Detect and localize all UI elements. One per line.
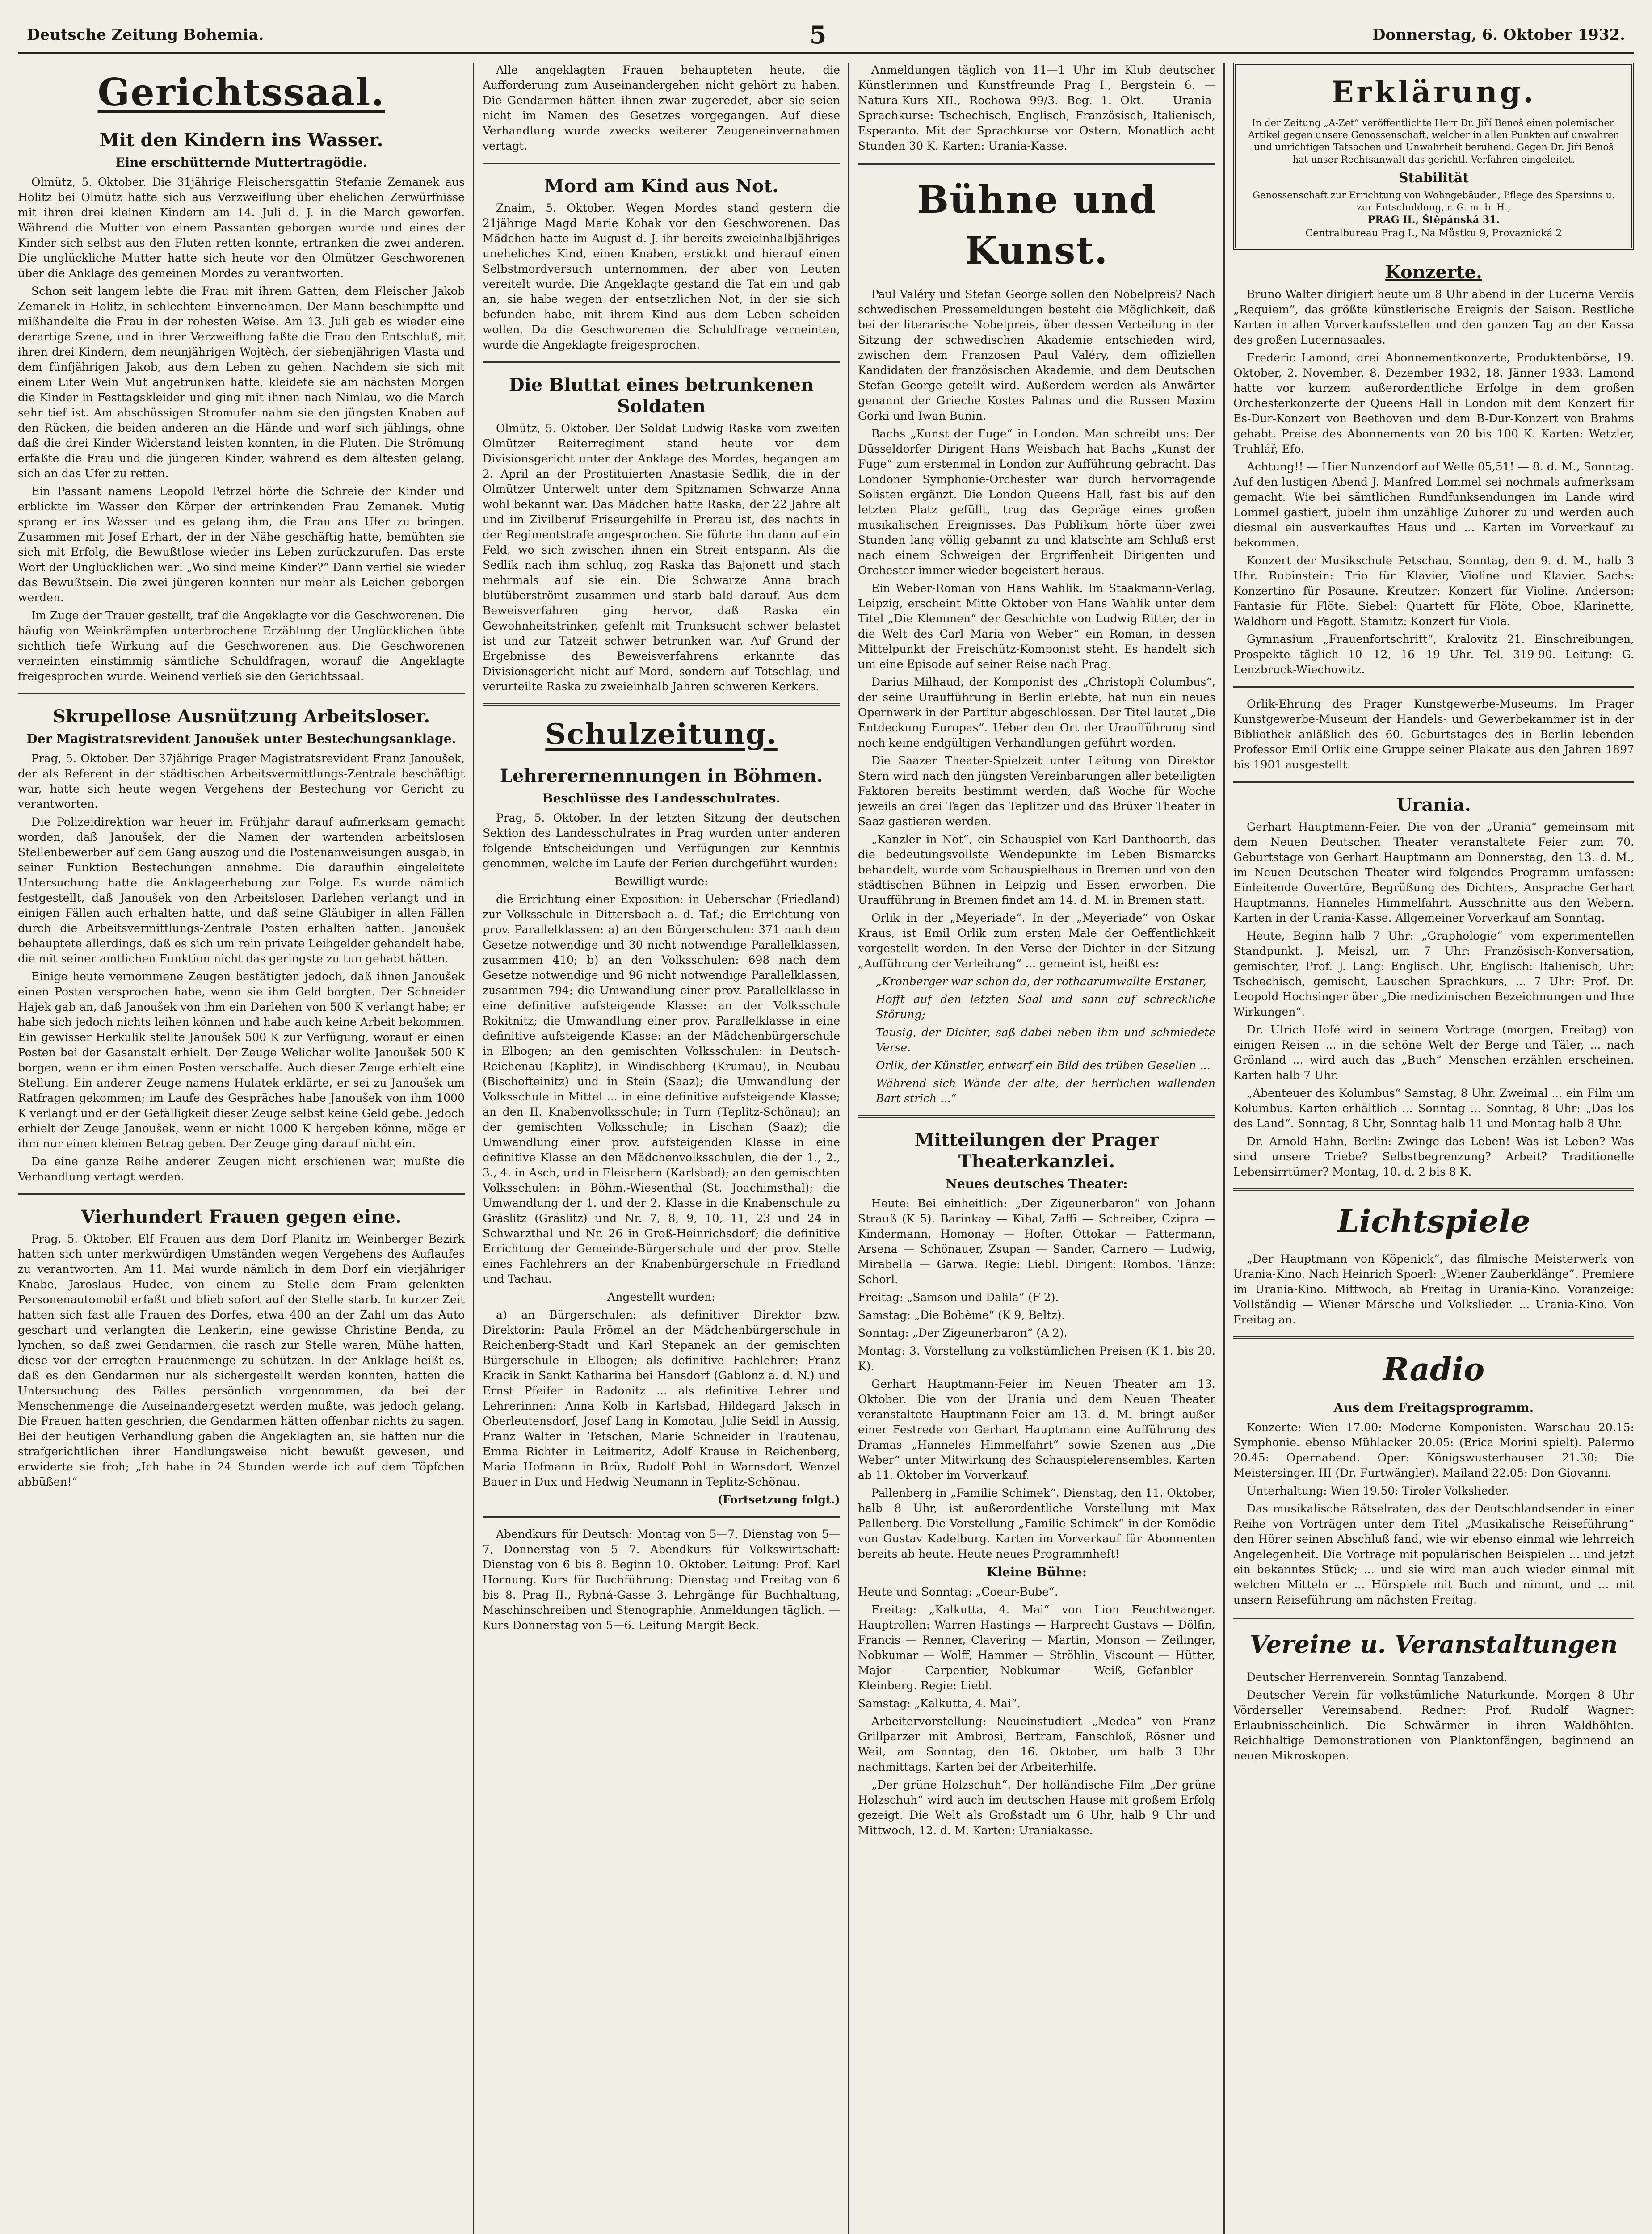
article-divider: [1233, 686, 1634, 688]
article-subtitle: Aus dem Freitagsprogramm.: [1333, 1400, 1534, 1415]
paragraph: a) an Bürgerschulen: als definitiver Direktor bzw. Direktorin: Paula Frömel an der Mädchenbürgerschule in Reichenberg-Stadt und Karl Stepanek an der gemischten Bürgerschule in Elbogen; als definitive Fachlehrer: Franz Kracik in Sankt Katharina bei Hansdorf (Gablonz a. d. N.) und Ernst Pfeifer in Radonitz ... als definitive Lehrer und Lehrerinnen: Anna Kolb in Karlsbad, Hildegard Jaksch in Oberleutensdorf, Josef Lang in Komotau, Julie Seidl in Aussig, Franz Walter in Tetschen, Marie Schneider in Trautenau, Emma Richter in Leitmeritz, Adolf Krause in Reichenberg, Maria Hofmann in Brüx, Rudolf Pohl in Warnsdorf, Wenzel Bauer in Dux und Hedwig Neumann in Teplitz-Schönau.: [483, 1308, 840, 1489]
paragraph: Bachs „Kunst der Fuge“ in London. Man schreibt uns: Der Düsseldorfer Dirigent Hans Weisbach hat Bachs „Kunst der Fuge“ zum erstenmal in London zur Aufführung gebracht. Das Londoner Symphonie-Orchester war durch hervorragende Solisten ergänzt. Die London Queens Hall, fast bis auf den letzten Platz gefüllt, trug das Gepräge eines großen musikalischen Ereignisses. Das Publikum hörte über zwei Stunden lang völlig gebannt zu und klatschte am Schluß erst nach einem Schweigen der Ergriffenheit Dirigenten und Orchester immer wieder begeistert heraus.: [858, 427, 1215, 577]
section-divider: [1233, 1336, 1634, 1339]
paragraph: Freitag: „Kalkutta, 4. Mai“ von Lion Feuchtwanger. Hauptrollen: Warren Hastings — Harprecht Gustavs — Dölfin, Francis — Renner, Clavering — Martin, Monson — Zeilinger, Nobkumar — Wolff, Hammer — Ströhlin, Viscount — Hütter, Major — Carpentier, Nobkumar — Weiß, Gefanbler — Kleinberg. Regie: Liebl.: [858, 1603, 1215, 1692]
newspaper-page: [18, 18, 1634, 2234]
section-title: Bühne und Kunst.: [917, 177, 1156, 273]
paragraph: Heute: Bei einheitlich: „Der Zigeunerbaron“ von Johann Strauß (K 5). Barinkay — Kibal, Zaffi — Schreiber, Czipra — Kindermann, Homonay — Hofter. Ottokar — Pattermann, Arsena — Schönauer, Zsupan — Sander, Carnero — Ludwig, Mirabella — Garwa. Regie: Liebl. Dirigent: Rombos. Tänze: Schorl.: [858, 1197, 1215, 1286]
article-divider: [483, 1516, 840, 1518]
column-4: [1233, 63, 1634, 2234]
paragraph: Prag, 5. Oktober. Der 37jährige Prager Magistratsrevident Franz Janoušek, der als Referent in der städtischen Arbeitsvermittlungs-Zentrale beschäftigt war, hatte sich heute wegen Vergehens der Bestechung vor Gericht zu verantworten.: [18, 752, 465, 811]
section-banner: Radio: [1383, 1351, 1485, 1388]
section-divider: [1233, 1188, 1634, 1191]
article-divider: [483, 163, 840, 164]
paragraph: „Der Hauptmann von Köpenick“, das filmische Meisterwerk von Urania-Kino. Nach Heinrich Spoerl: „Wiener Zauberklänge“. Premiere im Urania-Kino. Mittwoch, ab Freitag in Urania-Kino. Voranzeige: Vollständig — Wiener Märsche und Volkslieder. ... Urania-Kino. Von Freitag an.: [1233, 1252, 1634, 1327]
article-title: Mord am Kind aus Not.: [544, 176, 779, 197]
paragraph: Unterhaltung: Wien 19.50: Tiroler Volkslieder.: [1247, 1484, 1509, 1497]
column-1: [18, 63, 465, 2234]
article-subtitle: Kleine Bühne:: [986, 1565, 1087, 1580]
article-subtitle: Der Magistratsrevident Janoušek unter Bestechungsanklage.: [26, 731, 456, 747]
poem-line: Während sich Wände der alte, der herrlichen wallenden Bart strich ...“: [876, 1077, 1215, 1105]
column-divider: [473, 63, 474, 2234]
paragraph: Sonntag: „Der Zigeunerbaron“ (A 2).: [858, 1327, 1068, 1340]
article-divider: [483, 361, 840, 363]
column-2: [483, 63, 840, 2234]
paragraph: Montag: 3. Vorstellung zu volkstümlichen Preisen (K 1. bis 20. K).: [858, 1344, 1215, 1373]
poem-line: Orlik, der Künstler, entwarf ein Bild des trüben Gesellen ...: [876, 1059, 1211, 1072]
paragraph: Schon seit langem lebte die Frau mit ihrem Gatten, dem Fleischer Jakob Zemanek in Holitz, in schlechtem Einvernehmen. Der Mann beschimpfte und mißhandelte die Frau in der rohesten Weise. Am 13. Juli gab es wieder eine derartige Szene, und in ihrer Verzweiflung faßte die Frau den Entschluß, mit ihren drei Kindern, dem neunjährigen Wojtěch, der siebenjährigen Vlasta und dem fünfjährigen Jakob, aus dem Leben zu gehen. Nachdem sie sich mit einem Liter Wein Mut angetrunken hatte, kleidete sie am nächsten Morgen die Kinder in Festtagskleider und ging mit ihnen nach Nimlau, wo die March sehr tief ist. Am abschüssigen Stromufer nahm sie den jüngsten Knaben auf den Rücken, die beiden anderen an die Hände und warf sich jählings, ohne daß die drei Kinder Widerstand leisten konnten, in die Fluten. Die Strömung erfaßte die Frau und die jüngeren Kinder, während es dem ältesten gelang, sich an das Ufer zu retten.: [18, 285, 465, 480]
ad-address: Centralbureau Prag I., Na Můstku 9, Provaznická 2: [1305, 228, 1562, 239]
article-divider: [18, 693, 465, 694]
poem-line: Tausig, der Dichter, saß dabei neben ihm und schmiedete Verse.: [876, 1026, 1215, 1054]
ad-body: In der Zeitung „A-Zet“ veröffentlichte Herr Dr. Jiří Benoš einen polemischen Artikel gegen unsere Genossenschaft, welcher in allen Punkten auf unwahren und unrichtigen Tatsachen und Unwahrheit beruhend. Gegen Dr. Jiří Benoš hat unser Rechtsanwalt das gerichtl. Verfahren eingeleitet.: [1248, 117, 1619, 165]
ad-firm-desc: Genossenschaft zur Errichtung von Wohngebäuden, Pflege des Sparsinns u. zur Entschuldung, r. G. m. b. H.,: [1253, 189, 1615, 213]
ad-address: PRAG II., Štěpánská 31.: [1367, 214, 1500, 226]
article-divider: [18, 1193, 465, 1195]
paragraph: Samstag: „Die Bohème“ (K 9, Beltz).: [858, 1309, 1065, 1322]
paragraph: Pallenberg in „Familie Schimek“. Dienstag, den 11. Oktober, halb 8 Uhr, ist außerordentliche Vorstellung mit Max Pallenberg. Die Vorstellung „Familie Schimek“ in der Komödie von Gustav Kadelburg. Karten im Vorverkauf für Abonnenten bereits ab heute. Heute neues Programmheft!: [858, 1487, 1215, 1561]
article-subtitle: Neues deutsches Theater:: [946, 1176, 1128, 1192]
column-divider: [848, 63, 849, 2234]
article-title: Konzerte.: [1385, 262, 1482, 283]
page-header: [18, 18, 1634, 54]
paragraph: „Der grüne Holzschuh“. Der holländische Film „Der grüne Holzschuh“ wird auch im deutschen Hause mit großem Erfolg gezeigt. Die Welt als Großstadt um 6 Uhr, halb 9 Uhr und Mittwoch, 12. d. M. Karten: Uraniakasse.: [858, 1778, 1215, 1837]
paragraph: Deutscher Herrenverein. Sonntag Tanzabend.: [1247, 1670, 1508, 1684]
section-divider: [858, 163, 1215, 165]
masthead-left: Deutsche Zeitung Bohemia.: [27, 26, 264, 44]
section-divider: [1233, 1617, 1634, 1619]
paragraph: Bruno Walter dirigiert heute um 8 Uhr abend in der Lucerna Verdis „Requiem“, das größte künstlerische Ereignis der Saison. Restliche Karten in allen Vorverkaufsstellen und den ganzen Tag an der Kassa des großen Lucernasaales.: [1233, 288, 1634, 347]
paragraph: Olmütz, 5. Oktober. Der Soldat Ludwig Raska vom zweiten Olmützer Reiterregiment stand heute vor dem Divisionsgericht unter der Anklage des Mordes, begangen am 2. April an der Prostituierten Anastasie Sedlik, die in der Olmützer Unterwelt unter dem Spitznamen Schwarze Anna wohl bekannt war. Das Mädchen hatte Raska, der 22 Jahre alt und im Zivilberuf Friseurgehilfe in Prerau ist, des nachts in der Regimentstrafe angesprochen. Sie führte ihn dann auf ein Feld, wo sich zwischen ihnen ein Streit entspann. Als die Sedlik nach ihm schlug, zog Raska das Bajonett und stach mehrmals auf sie ein. Die Schwarze Anna brach blutüberströmt zusammen und starb bald darauf. Aus dem Beweisverfahren ging hervor, daß Raska ein Gewohnheitstrinker, gefehlt mit Trunksucht schwer belastet ist und zur Tatzeit schwer betrunken war. Auf Grund der Ergebnisse des Beweisverfahrens erkannte das Divisionsgericht nicht auf Mord, sondern auf Totschlag, und verurteilte Raska zu zweieinhalb Jahren schweren Kerkers.: [483, 422, 840, 693]
paragraph: Deutscher Verein für volkstümliche Naturkunde. Morgen 8 Uhr Vörderseller Vereinsabend. Redner: Prof. Rudolf Wagner: Erlaubnisscheinlich. Die Schwärmer in ihren Waldhöhlen. Reichhaltige Demonstrationen von Planktonfängen, beginnend an neuen Mikroskopen.: [1233, 1688, 1634, 1762]
paragraph: Alle angeklagten Frauen behaupteten heute, die Aufforderung zum Auseinandergehen nicht gehört zu haben. Die Gendarmen hätten ihnen zwar zugeredet, aber sie seien nicht im Namen des Gesetzes vorgegangen. Auf diese Verhandlung wurde zwecks weiterer Zeugeneinvernahmen vertagt.: [483, 63, 840, 152]
paragraph: Das musikalische Rätselraten, das der Deutschlandsender in einer Reihe von Vorträgen unter dem Titel „Musikalische Reiseführung“ den Hörer seinen Abschluß fand, wie wir ebenso einmal wie lehrreich Angelegenheit. Die Vorträge mit populärischen Beispielen ... und jetzt ein bekanntes Stück; ... und sie wird man auch wieder einmal mit welchen Mitteln er ... Hörspiele mit Buch und nimmt, und ... mit unsern Reiseführung am nächsten Freitag.: [1233, 1502, 1634, 1606]
paragraph: „Kanzler in Not“, ein Schauspiel von Karl Danthoorth, das die bedeutungsvollste Wendepunkte im Leben Bismarcks behandelt, wurde vom Schauspielhaus in Bremen und von den städtischen Bühnen in Leipzig und Essen erworben. Die Uraufführung in Bremen findet am 14. d. M. in Bremen statt.: [858, 833, 1215, 907]
paragraph: Paul Valéry und Stefan George sollen den Nobelpreis? Nach schwedischen Pressemeldungen besteht die Möglichkeit, daß bei der literarische Nobelpreis, über dessen Verteilung in der Sitzung der schwedischen Akademie entschieden wird, zwischen dem Franzosen Paul Valéry, dem offiziellen Kandidaten der französischen Akademie, und dem Deutschen Stefan George geteilt wird. Außerdem werden als Anwärter genannt der Grieche Kostes Palmas und die Russen Maxim Gorki und Iwan Bunin.: [858, 288, 1215, 423]
article-title: Lehrerernennungen in Böhmen.: [500, 765, 823, 787]
paragraph: Darius Milhaud, der Komponist des „Christoph Columbus“, der seine Uraufführung in Berlin erlebte, hat nun ein neues Opernwerk in der Partitur abgeschlossen. Der Titel lautet „Die Entdeckung Europas“. Ueber den Ort der Uraufführung sind noch keine endgültigen Verhandlungen geführt worden.: [858, 676, 1215, 750]
article-title: Vierhundert Frauen gegen eine.: [81, 1206, 402, 1228]
ad-title: Erklärung.: [1331, 75, 1536, 109]
paragraph: Prag, 5. Oktober. In der letzten Sitzung der deutschen Sektion des Landesschulrates in Prag wurden unter anderen folgende Entscheidungen und Verfügungen zur Kenntnis genommen, welche im Laufe der Ferien durchgeführt wurden:: [483, 811, 840, 870]
paragraph: Olmütz, 5. Oktober. Die 31jährige Fleischersgattin Stefanie Zemanek aus Holitz bei Olmütz hatte sich aus Verzweiflung über ehelichen Zerwürfnisse mit ihren drei kleinen Kindern am 14. Juli d. J. in die March geworfen. Während die Mutter von einem Passanten geborgen wurde und eines der Kinder sich selbst aus den Fluten retten konnte, ertranken die zwei anderen. Die unglückliche Mutter hatte sich heute vor den Olmützer Geschworenen über die Anklage des gemeinen Mordes zu verantworten.: [18, 176, 465, 280]
paragraph: Freitag: „Samson und Dalila“ (F 2).: [858, 1291, 1059, 1304]
paragraph: Abendkurs für Deutsch: Montag von 5—7, Dienstag von 5—7, Donnerstag von 5—7. Abendkurs für Volkswirtschaft: Dienstag von 6 bis 8. Beginn 10. Oktober. Leitung: Prof. Karl Hornung. Kurs für Buchführung: Dienstag und Freitag von 6 bis 8. Prag II., Rybná-Gasse 3. Lehrgänge für Buchhaltung, Maschinschreiben und Stenographie. Anmeldungen täglich. — Kurs Donnerstag von 5—6. Leitung Margit Beck.: [483, 1528, 840, 1632]
paragraph: Arbeitervorstellung: Neueinstudiert „Medea“ von Franz Grillparzer mit Ambrosi, Bertram, Fanschloß, Rösner und Weil, am Sonntag, den 16. Oktober, um halb 3 Uhr nachmittags. Karten bei der Arbeiterhilfe.: [858, 1715, 1215, 1774]
column-3: [858, 63, 1215, 2234]
article-title: Mitteilungen der Prager Theaterkanzlei.: [914, 1130, 1159, 1172]
section-title: Gerichtssaal.: [97, 70, 385, 114]
page-number: 5: [809, 21, 827, 49]
paragraph: Heute, Beginn halb 7 Uhr: „Graphologie“ vom experimentellen Standpunkt. J. Meiszl, um 7 Uhr: Französisch-Konversation, gemischter, Prof. J. Lang: Englisch. Uhr, Englisch: Italienisch, Uhr: Tschechisch, gemischt, Lauschen Sprachkurs, ... 7 Uhr: Prof. Dr. Leopold Hochsinger über „Die medizinischen Bezeichnungen und Ihre Wirkungen“.: [1233, 929, 1634, 1019]
paragraph: Die Saazer Theater-Spielzeit unter Leitung von Direktor Stern wird nach den jüngsten Vereinbarungen aller beteiligten Faktoren bereits bestimmt werden, daß Woche für Woche jeweils an drei Tagen das Teplitzer und das Brüxer Theater in Saaz gastieren werden.: [858, 754, 1215, 828]
article-title: Die Bluttat eines betrunkenen Soldaten: [509, 374, 814, 417]
poem-line: „Kronberger war schon da, der rothaarumwallte Erstaner,: [876, 975, 1206, 988]
paragraph: Orlik-Ehrung des Prager Kunstgewerbe-Museums. Im Prager Kunstgewerbe-Museum der Handels- und Gewerbekammer ist in der Bibliothek anläßlich des 60. Geburtstages des in Berlin lebenden Professor Emil Orlik eine Gruppe seiner Plakate aus den Jahren 1897 bis 1901 ausgestellt.: [1233, 697, 1634, 772]
continuation-note: (Fortsetzung folgt.): [717, 1493, 840, 1507]
paragraph: Gymnasium „Frauenfortschritt“, Kralovitz 21. Einschreibungen, Prospekte täglich 10—12, 16—19 Uhr. Tel. 319-90. Leitung: G. Lenzbruck-Wiechowitz.: [1233, 633, 1634, 676]
article-title: Mit den Kindern ins Wasser.: [99, 130, 383, 151]
advertisement-box: [1233, 63, 1634, 250]
paragraph: Die Polizeidirektion war heuer im Frühjahr darauf aufmerksam gemacht worden, daß Janoušek, der die Namen der wartenden arbeitslosen Stellenbewerber auf dem Gang auszog und die Postenanweisungen ausgab, in seiner Funktion Bestechungen annehme. Die daraufhin eingeleitete Untersuchung hatte die Anklageerhebung zur Folge. Es wurde nämlich festgestellt, daß Janoušek von den Arbeitslosen Darlehen verlangt und in einigen Fällen auch erhalten hatte, und daß seine Gläubiger in allen Fällen durch die Arbeitsvermittlungs-Zentrale Posten erhalten hatten. Janoušek behauptete allerdings, daß es sich um rein private Leihgelder gehandelt habe, die mit seiner amtlichen Funktion nicht das geringste zu tun gehabt hätten.: [18, 815, 465, 966]
paragraph: Heute und Sonntag: „Coeur-Bube“.: [858, 1585, 1058, 1599]
paragraph: Dr. Arnold Hahn, Berlin: Zwinge das Leben! Was ist Leben? Was sind unsere Triebe? Selbstbegrenzung? Arbeit? Traditionelle Lebensirrtümer? Montag, 10. d. 2 bis 8 K.: [1233, 1135, 1634, 1179]
article-title: Skrupellose Ausnützung Arbeitsloser.: [52, 706, 430, 727]
paragraph: Da eine ganze Reihe anderer Zeugen nicht erschienen war, mußte die Verhandlung vertagt werden.: [18, 1155, 465, 1184]
paragraph: Im Zuge der Trauer gestellt, traf die Angeklagte vor die Geschworenen. Die häufig von Weinkrämpfen unterbrochene Erzählung der Unglücklichen übte sichtlich tiefe Wirkung auf die Geschworenen aus. Die Geschworenen verneinten einstimmig sämtliche Schuldfragen, worauf die Angeklagte freigesprochen wurde. Weinend verließ sie den Gerichtssaal.: [18, 609, 465, 683]
paragraph: Konzert der Musikschule Petschau, Sonntag, den 9. d. M., halb 3 Uhr. Rubinstein: Trio für Klavier, Violine und Klavier. Sachs: Konzertino für Posaune. Kreutzer: Konzert für Violine. Anderson: Fantasie für Flöte. Siebel: Quartett für Flöte, Oboe, Klarinette, Waldhorn und Fagott. Stamitz: Konzert für Viola.: [1233, 554, 1634, 628]
paragraph: Konzerte: Wien 17.00: Moderne Komponisten. Warschau 20.15: Symphonie. ebenso Mühlacker 20.05: (Erica Morini spielt). Palermo 20.45: Opernabend. Oper: Königswusterhausen 21.30: Die Meistersinger. III (Dr. Furtwängler). Mailand 22.05: Don Giovanni.: [1233, 1420, 1634, 1479]
paragraph: Ein Passant namens Leopold Petrzel hörte die Schreie der Kinder und erblickte im Wasser den Körper der ertrinkenden Frau Zemanek. Mutig sprang er ins Wasser und es gelang ihm, die Frau ans Ufer zu bringen. Zusammen mit Josef Erhart, der in der Nähe geschäftig hatte, bemühten sie sich mit Erfolg, die Bewußtlose wieder ins Leben zurückzurufen. Das erste Wort der Unglücklichen war: „Wo sind meine Kinder?“ Dann verfiel sie wieder das Bewußtsein. Die zwei jüngeren konnten nur mehr als Leichen geborgen werden.: [18, 485, 465, 605]
article-subtitle: Eine erschütternde Muttertragödie.: [115, 155, 367, 170]
paragraph: Orlik in der „Meyeriade“. In der „Meyeriade“ von Oskar Kraus, ist Emil Orlik zum ersten Male der Oeffentlichkeit vorgestellt worden. In den Verse der Dichter in der Sitzung „Aufführung der Verleihung“ ... gemeint ist, heißt es:: [858, 911, 1215, 970]
paragraph: Prag, 5. Oktober. Elf Frauen aus dem Dorf Planitz im Weinberger Bezirk hatten sich unter merkwürdigen Umständen wegen Vergehens des Auflaufes zu verantworten. Am 11. Mai wurde nämlich in dem Dorf ein vierjähriger Knabe, Jaroslaus Hudec, von einem zu Stelle dem Fram gelenkten Personenautomobil erfaßt und blieb sofort auf der Stelle starb. In kurzer Zeit hatten sich fast alle Frauen des Dorfes, etwa 400 an der Zahl um das Auto geschart und verlangten die Lenkerin, eine gewisse Christine Benda, zu lynchen, so daß zwei Gendarmen, die rasch zur Stelle waren, Mühe hatten, diese vor der erregten Frauenmenge zu schützen. In der Anklage heißt es, daß es den Gendarmen nur als sichergestellt werden konnten, hatten die Untersuchung des Falles persönlich vorgenommen, da bei der Menschenmenge die Auseinandergesetzt werden mußte, was jedoch gelang. Die Frauen hatten geschrien, die Gendarmen hätten offenbar nichts zu sagen. Bei der heutigen Verhandlung gaben die Angeklagten an, sie hätten nur die strafgerichtlichen ihrer Handlungsweise nicht bewußt gewesen, und erwiderte sie froh; „Ich habe in 24 Stunden werde ich auf dem Töpfchen abbüßen!“: [18, 1232, 465, 1489]
section-banner: Vereine u. Veranstaltungen: [1249, 1629, 1618, 1659]
poem-line: Hofft auf den letzten Saal und sann auf schreckliche Störung;: [876, 993, 1215, 1021]
ad-firm: Stabilität: [1398, 170, 1469, 186]
paragraph: Znaim, 5. Oktober. Wegen Mordes stand gestern die 21jährige Magd Marie Kohak vor den Geschworenen. Das Mädchen hatte im August d. J. ihr bereits zweieinhalbjähriges uneheliches Kind, einen Knaben, erstickt und hierauf einen Selbstmordversuch unternommen, der aber von Leuten vereitelt wurde. Die Angeklagte gestand die Tat ein und gab an, sie habe wegen der entsetzlichen Not, in der sie sich befunden habe, mit ihrem Kind aus dem Leben scheiden wollen. Da die Geschworenen die Schuldfrage verneinten, wurde die Angeklagte freigesprochen.: [483, 202, 840, 351]
paragraph: Anmeldungen täglich von 11—1 Uhr im Klub deutscher Künstlerinnen und Kunstfreunde Prag I., Bergstein 6. — Natura-Kurs XII., Rochowa 99/3. Beg. 1. Okt. — Urania-Sprachkurse: Tschechisch, Englisch, Französisch, Italienisch, Esperanto. Mit der Sprachkurse vor Ostern. Monatlich acht Stunden 30 K. Karten: Urania-Kasse.: [858, 63, 1215, 152]
article-divider: [1233, 781, 1634, 783]
subheading: Bewilligt wurde:: [614, 875, 708, 888]
section-banner: Lichtspiele: [1337, 1203, 1530, 1240]
paragraph: die Errichtung einer Exposition: in Ueberschar (Friedland) zur Volksschule in Dittersbach a. d. Taf.; die Errichtung von prov. Parallelklassen: a) an den Bürgerschulen: 371 nach dem Gesetze notwendige und 30 nicht notwendige Parallelklassen, zusammen 410; b) an den Volksschulen: 698 nach dem Gesetze notwendige und 96 nicht notwendige Parallelklassen, zusammen 794; die Umwandlung einer prov. Parallelklasse in eine definitive aufsteigende Klasse: an der Volksschule Rokitnitz; die Umwandlung einer prov. Parallelklasse in eine definitive aufsteigende Klasse: an der Mädchenbürgerschule in Elbogen; an den gemischten Volksschulen: in Deutsch-Reichenau (Kaplitz), in Windischberg (Krumau), in Neubau (Bischofteinitz) und in Stein (Saaz); die Umwandlung der Volksschule in Mittel ... in eine definitive aufsteigende Klasse; an den II. Knabenvolksschule; in Turn (Teplitz-Schönau); an der gemischten Volksschule; in Lischan (Saaz); die Umwandlung einer prov. aufsteigenden Klasse in eine definitive Klasse an den Mädchenvolksschulen, die der 1., 2., 3., 4. in Asch, und in Fleischern (Karlsbad); an den gemischten Volksschulen: in Böhm.-Wiesenthal (St. Joachimsthal); die Umwandlung der 1. und der 2. Klasse in die Knabenschule zu Gräslitz (Gräslitz) und Nr. 7, 8, 9, 10, 11, 23 und 24 in Schwarzthal und Nr. 26 in Groß-Heinrichsdorf; die definitive Errichtung der Gemeinde-Bürgerschule und der prov. Stelle eines Fachlehrers an der Knabenbürgerschule in Friedland und Tachau.: [483, 893, 840, 1286]
paragraph: Samstag: „Kalkutta, 4. Mai“.: [858, 1697, 1021, 1710]
article-subtitle: Beschlüsse des Landesschulrates.: [542, 791, 781, 806]
article-title: Urania.: [1396, 794, 1471, 816]
section-divider: [483, 703, 840, 706]
section-divider: [858, 1115, 1215, 1118]
paragraph: Frederic Lamond, drei Abonnementkonzerte, Produktenbörse, 19. Oktober, 2. November, 8. Dezember 1932, 18. Jänner 1933. Lamond hatte vor kurzem außerordentliche Erfolge in dem großen Orchesterkonzerte der Queens Hall in London mit dem Konzert für Es-Dur-Konzert von Beethoven und dem B-Dur-Konzert von Brahms gehabt. Preise des Abonnements von 20 bis 100 K. Karten: Wetzler, Truhlář, Efo.: [1233, 351, 1634, 456]
paragraph: Dr. Ulrich Hofé wird in seinem Vortrage (morgen, Freitag) von einigen Reisen ... in die schöne Welt der Berge und Täler, ... nach Grönland ... wird auch das „Buch“ Menschen erzählen erscheinen. Karten halb 7 Uhr.: [1233, 1023, 1634, 1082]
paragraph: Gerhart Hauptmann-Feier im Neuen Theater am 13. Oktober. Die von der Urania und dem Neuen Theater veranstaltete Hauptmann-Feier am 13. d. M. bringt außer einer Festrede von Gerhart Hauptmann eine Aufführung des Dramas „Hanneles Himmelfahrt“ sowie Szenen aus „Die Weber“ unter Mitwirkung des Schauspielerensembles. Karten ab 11. Oktober im Vorverkauf.: [858, 1377, 1215, 1482]
paragraph: Achtung!! — Hier Nunzendorf auf Welle 05,51! — 8. d. M., Sonntag. Auf den lustigen Abend J. Manfred Lommel sei nochmals aufmerksam gemacht. Wie bei sämtlichen Rundfunksendungen im Lande wird Lommel gastiert, jubeln ihm unzählige Zuhörer zu und werden auch diesmal ein ausverkauftes Haus und ... Karten im Vorverkauf zu bekommen.: [1233, 460, 1634, 550]
paragraph: Ein Weber-Roman von Hans Wahlik. Im Staakmann-Verlag, Leipzig, erscheint Mitte Oktober von Hans Wahlik unter dem Titel „Die Klemmen“ der Geschichte von Ludwig Ritter, der in die Welt des Carl Maria von Weber“ ein Roman, in dessen Mittelpunkt der Freischütz-Komponist steht. Es handelt sich um eine Episode auf seiner Reise nach Prag.: [858, 582, 1215, 671]
section-title: Schulzeitung.: [545, 718, 778, 751]
paragraph: Einige heute vernommene Zeugen bestätigten jedoch, daß ihnen Janoušek einen Posten versprochen habe, wenn sie ihm Geld borgten. Der Schneider Hajek gab an, daß Janoušek von ihm ein Darlehen von 500 K verlangt habe; er habe sich jedoch nichts leihen können und habe auch keine Arbeit bekommen. Ein gewisser Herkulik stellte Janoušek 500 K zur Verfügung, worauf er einen Posten bei der Gasanstalt erhielt. Der Zeuge Welichar wollte Janoušek 500 K borgen, wenn er ihm einen Posten verschaffe. Auch dieser Zeuge erhielt eine Stellung. Ein anderer Zeuge namens Hulatek erklärte, er sei zu Janoušek um Ratfragen gekommen; im Laufe des Gespräches habe Janoušek von ihm 1000 K verlangt und er der Gefälligkeit dieser Zeuge selbst keine Geld gebe. Jedoch erhielt der Zeuge Janoušek, wenn er nicht 1000 K hergeben könne, möge er ihm nur einen kleinen Betrag geben. Der Zeuge ging darauf nicht ein.: [18, 970, 465, 1151]
paragraph: Gerhart Hauptmann-Feier. Die von der „Urania“ gemeinsam mit dem Neuen Deutschen Theater veranstaltete Feier zum 70. Geburtstage von Gerhart Hauptmann am Donnerstag, den 13. d. M., im Neuen Deutschen Theater wird folgendes Programm umfassen: Einleitende Ouvertüre, Begrüßung des Dichters, Ansprache Gerhart Hauptmanns, Hanneles Himmelfahrt, Ausschnitte aus den Webern. Karten in der Urania-Kasse. Allgemeiner Vorverkauf am Sonntag.: [1233, 820, 1634, 925]
column-divider: [1223, 63, 1225, 2234]
paragraph: „Abenteuer des Kolumbus“ Samstag, 8 Uhr. Zweimal ... ein Film um Kolumbus. Karten erhältlich ... Sonntag ... Sonntag, 8 Uhr: „Das los des Land“. Sonntag, 8 Uhr, Sonntag halb 11 und Montag halb 8 Uhr.: [1233, 1087, 1634, 1130]
masthead-date: Donnerstag, 6. Oktober 1932.: [1372, 26, 1625, 44]
subheading: Angestellt wurden:: [607, 1290, 715, 1304]
